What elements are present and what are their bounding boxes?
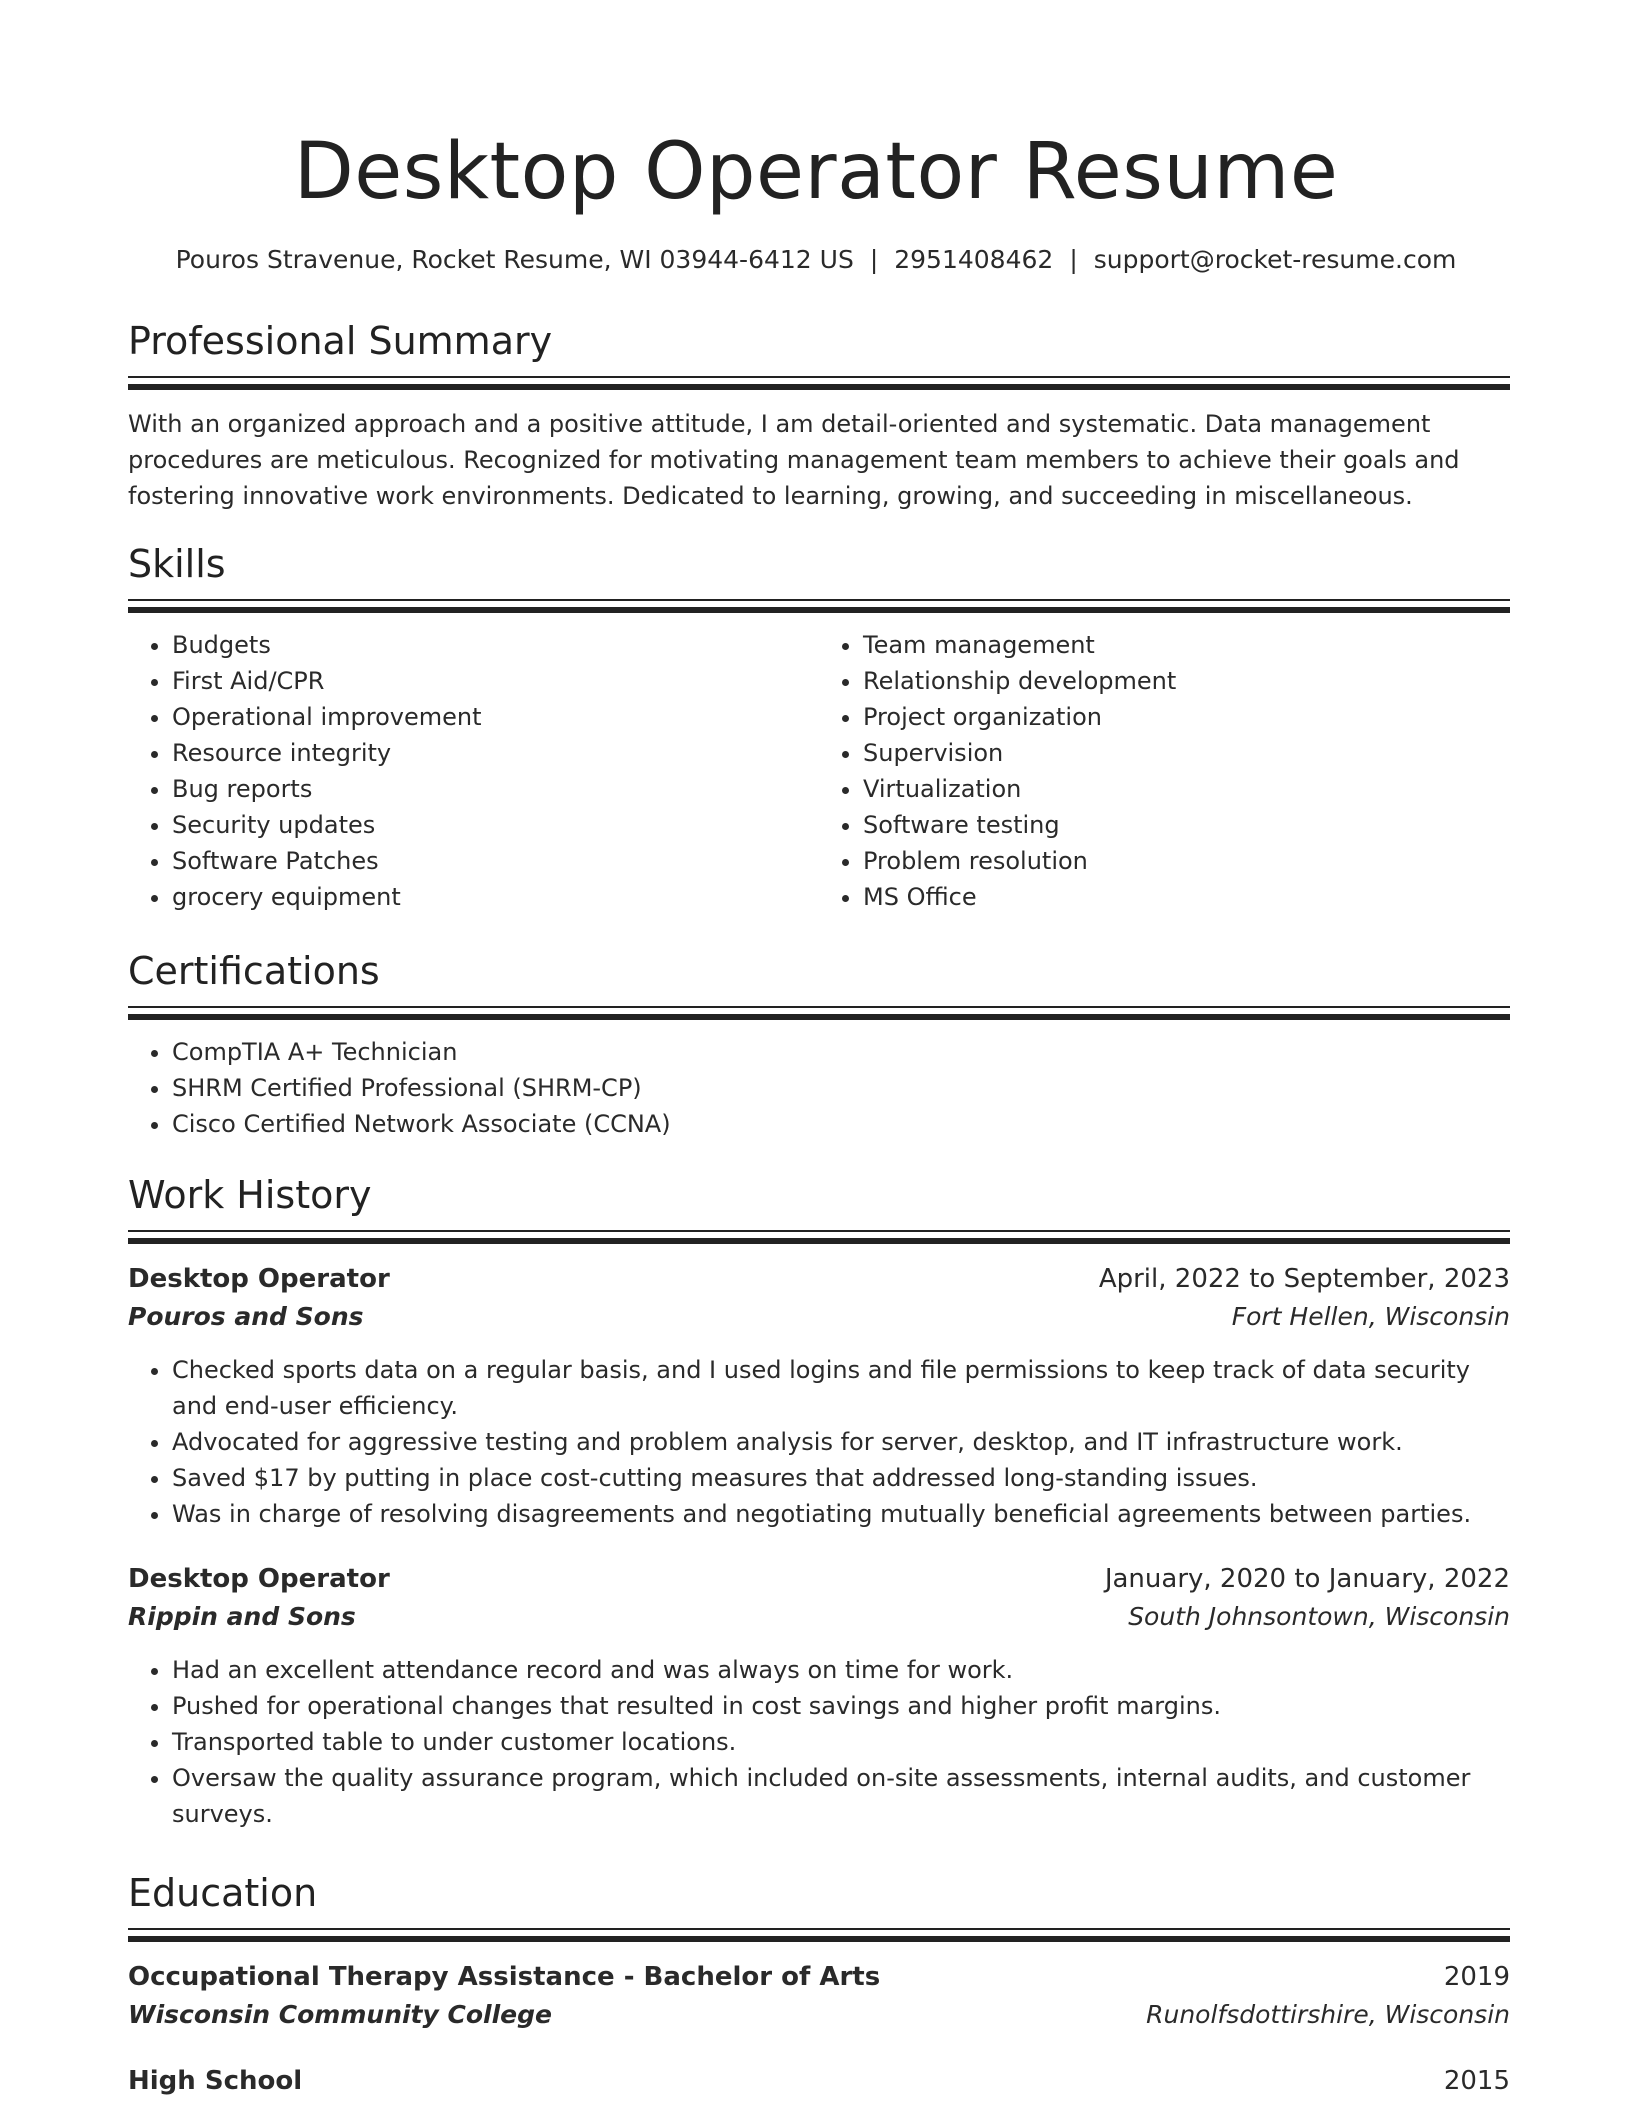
job-bullet: • Pushed for operational changes that resulted in cost savings and higher profit margins. [172, 1688, 1510, 1724]
certification-item: • CompTIA A+ Technician [172, 1034, 1510, 1070]
education-heading: Education [128, 1871, 318, 1915]
summary-section [128, 318, 1510, 514]
skill-item: • Security updates [172, 807, 819, 843]
contact-line [0, 242, 1632, 278]
skill-item: • Project organization [863, 699, 1510, 735]
job-title: Desktop Operator [128, 1264, 390, 1294]
job-title: Desktop Operator [128, 1564, 390, 1594]
resume-title: Desktop Operator Resume [293, 127, 1339, 217]
job-bullet: • Advocated for aggressive testing and problem analysis for server, desktop, and IT infrastructure work. [172, 1424, 1510, 1460]
job-entry [128, 1560, 1510, 1832]
skill-item: • Software Patches [172, 843, 819, 879]
education-location: Runolfsdottirshire, Wisconsin [1146, 2000, 1510, 2029]
work-history-heading: Work History [128, 1173, 372, 1217]
job-bullet: • Transported table to under customer locations. [172, 1724, 1510, 1760]
skill-item: • Budgets [172, 627, 819, 663]
job-dates: April, 2022 to September, 2023 [1098, 1264, 1510, 1294]
job-bullet: • Had an excellent attendance record and was always on time for work. [172, 1652, 1510, 1688]
skill-item: • Relationship development [863, 663, 1510, 699]
section-divider [128, 1006, 1510, 1020]
skills-columns [128, 627, 1510, 915]
contact-phone: 2951408462 [894, 245, 1054, 274]
job-entry [128, 1260, 1510, 1532]
job-company: Pouros and Sons [128, 1302, 364, 1331]
skills-heading: Skills [128, 542, 226, 586]
skills-left-list [128, 627, 819, 915]
section-divider [128, 599, 1510, 613]
job-bullets [128, 1652, 1510, 1832]
skills-section [128, 541, 1510, 915]
education-section [128, 1870, 1510, 2100]
skill-item: • First Aid/CPR [172, 663, 819, 699]
job-location: South Johnsontown, Wisconsin [1128, 1602, 1510, 1631]
job-bullet: • Checked sports data on a regular basis, and I used logins and file permissions to keep track of data security and end-user efficiency. [172, 1352, 1510, 1424]
skill-item: • Bug reports [172, 771, 819, 807]
skill-item: • Team management [863, 627, 1510, 663]
skill-item: • Problem resolution [863, 843, 1510, 879]
education-entry [128, 1958, 1510, 2034]
skill-item: • MS Office [863, 879, 1510, 915]
job-location: Fort Hellen, Wisconsin [1231, 1302, 1510, 1331]
summary-heading: Professional Summary [128, 319, 553, 363]
job-bullet: • Saved $17 by putting in place cost-cutting measures that addressed long-standing issues. [172, 1460, 1510, 1496]
education-school: Wisconsin Community College [128, 2000, 552, 2029]
section-divider [128, 1230, 1510, 1244]
education-year: 2019 [1443, 1962, 1510, 1992]
skill-item: • grocery equipment [172, 879, 819, 915]
job-bullets [128, 1352, 1510, 1532]
contact-address: Pouros Stravenue, Rocket Resume, WI 03944-6412 US [175, 245, 854, 274]
job-bullet: • Oversaw the quality assurance program, which included on-site assessments, internal audits, and customer surveys. [172, 1760, 1510, 1832]
contact-email: support@rocket-resume.com [1093, 245, 1457, 274]
section-divider [128, 1928, 1510, 1942]
education-year: 2015 [1443, 2066, 1510, 2096]
certifications-section [128, 948, 1510, 1142]
education-degree: Occupational Therapy Assistance - Bachelor of Arts [128, 1962, 881, 1992]
skill-item: • Resource integrity [172, 735, 819, 771]
contact-separator: | [869, 245, 879, 274]
section-divider [128, 376, 1510, 390]
work-history-section [128, 1172, 1510, 1832]
job-bullet: • Was in charge of resolving disagreements and negotiating mutually beneficial agreements between parties. [172, 1496, 1510, 1532]
resume-page [128, 0, 1510, 2096]
skill-item: • Operational improvement [172, 699, 819, 735]
summary-text: With an organized approach and a positive attitude, I am detail-oriented and systematic. Data management procedures are meticulous. Recognized for motivating management team members to achieve their goals and fostering innovative work environments. Dedicated to learning, growing, and succeeding in miscellaneous. [128, 410, 1460, 510]
job-dates: January, 2020 to January, 2022 [1104, 1564, 1510, 1594]
skill-item: • Virtualization [863, 771, 1510, 807]
skills-right-list [819, 627, 1510, 915]
certification-item: • SHRM Certified Professional (SHRM-CP) [172, 1070, 1510, 1106]
skill-item: • Software testing [863, 807, 1510, 843]
contact-separator: | [1069, 245, 1078, 274]
certifications-heading: Certifications [128, 949, 380, 993]
certifications-list [128, 1034, 1510, 1142]
certification-item: • Cisco Certified Network Associate (CCNA) [172, 1106, 1510, 1142]
skill-item: • Supervision [863, 735, 1510, 771]
education-entry [128, 2062, 1510, 2100]
education-degree: High School [128, 2066, 303, 2096]
job-company: Rippin and Sons [128, 1602, 356, 1631]
